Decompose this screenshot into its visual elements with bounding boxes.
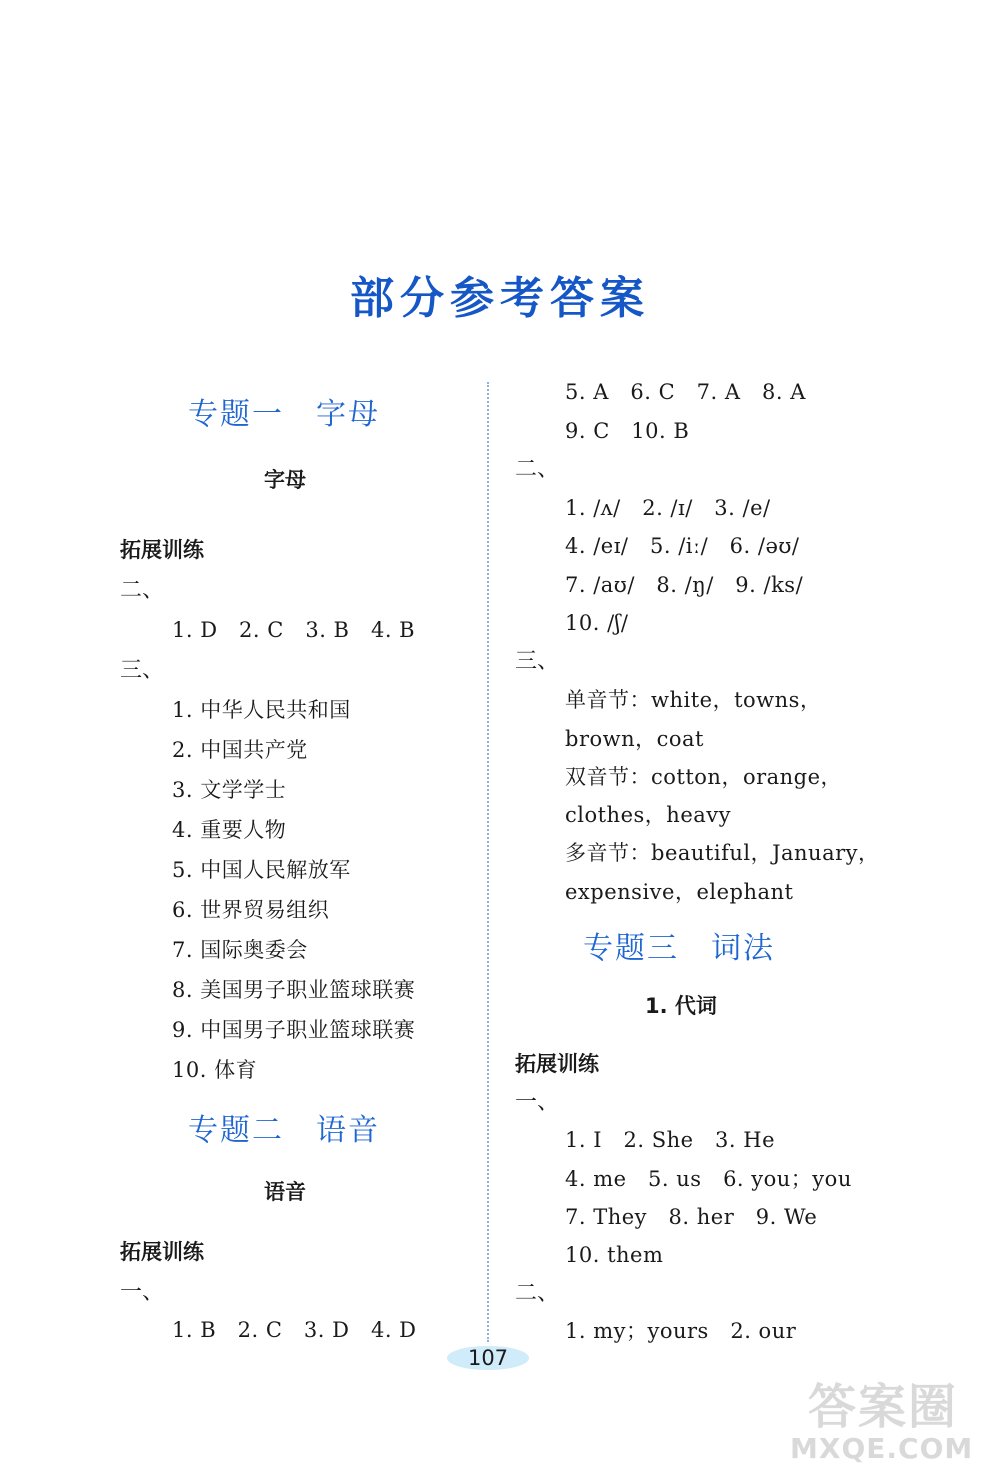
answer-line: 1. 中华人民共和国 xyxy=(172,698,351,722)
section-heading-topic2: 专题二 语音 xyxy=(188,1113,380,1148)
section-heading-topic1: 专题一 字母 xyxy=(188,397,380,432)
answer-line: 4. /eɪ/ 5. /iː/ 6. /əʊ/ xyxy=(565,534,800,558)
part-number: 二、 xyxy=(515,457,560,482)
answer-line: brown，coat xyxy=(565,727,704,751)
answer-line: 1. my；yours 2. our xyxy=(565,1319,797,1343)
answer-line: 7. They 8. her 9. We xyxy=(565,1205,818,1229)
part-number: 三、 xyxy=(515,649,560,674)
answer-line: 7. /aʊ/ 8. /ŋ/ 9. /ks/ xyxy=(565,573,804,597)
part-number: 一、 xyxy=(515,1090,560,1115)
answer-line: 10. them xyxy=(565,1243,664,1267)
answer-line: 9. 中国男子职业篮球联赛 xyxy=(172,1018,416,1042)
answer-line: 1. D 2. C 3. B 4. B xyxy=(172,618,416,642)
page-number: 107 xyxy=(447,1346,529,1370)
answer-line: 4. me 5. us 6. you；you xyxy=(565,1167,852,1191)
answer-line: 1. /ʌ/ 2. /ɪ/ 3. /e/ xyxy=(565,496,771,520)
subheading-pronouns: 1. 代词 xyxy=(645,994,717,1018)
subheading-letters: 字母 xyxy=(264,468,306,492)
section-heading-topic3: 专题三 词法 xyxy=(583,931,775,966)
part-number: 二、 xyxy=(120,578,165,603)
answer-line: clothes，heavy xyxy=(565,803,731,827)
exercise-label: 拓展训练 xyxy=(515,1052,599,1076)
answer-line: 5. A 6. C 7. A 8. A xyxy=(565,380,806,404)
part-number: 二、 xyxy=(515,1281,560,1306)
exercise-label: 拓展训练 xyxy=(120,1240,204,1264)
subheading-phonetics: 语音 xyxy=(264,1180,306,1204)
answer-line: 1. I 2. She 3. He xyxy=(565,1128,776,1152)
answer-line: 多音节：beautiful，January， xyxy=(565,841,880,865)
part-number: 三、 xyxy=(120,658,165,683)
answer-line: 9. C 10. B xyxy=(565,419,690,443)
answer-line: 6. 世界贸易组织 xyxy=(172,898,330,922)
watermark-url: MXQE.COM xyxy=(790,1432,974,1465)
part-number: 一、 xyxy=(120,1280,165,1305)
answer-line: 3. 文学学士 xyxy=(172,778,287,802)
answer-line: 10. /ʃ/ xyxy=(565,611,629,635)
watermark-logo: 答案圈 xyxy=(808,1379,959,1435)
answer-line: 4. 重要人物 xyxy=(172,818,287,842)
answer-line: 双音节：cotton，orange， xyxy=(565,765,843,789)
answer-line: 8. 美国男子职业篮球联赛 xyxy=(172,978,416,1002)
answer-line: 5. 中国人民解放军 xyxy=(172,858,351,882)
exercise-label: 拓展训练 xyxy=(120,538,204,562)
answer-line: 10. 体育 xyxy=(172,1058,258,1082)
answer-line: 1. B 2. C 3. D 4. D xyxy=(172,1318,417,1342)
page-title: 部分参考答案 xyxy=(350,273,650,324)
column-divider xyxy=(487,382,489,1342)
answer-line: 7. 国际奥委会 xyxy=(172,938,308,962)
answer-line: 2. 中国共产党 xyxy=(172,738,308,762)
answer-line: expensive，elephant xyxy=(565,880,794,904)
answer-line: 单音节：white，towns， xyxy=(565,688,822,712)
